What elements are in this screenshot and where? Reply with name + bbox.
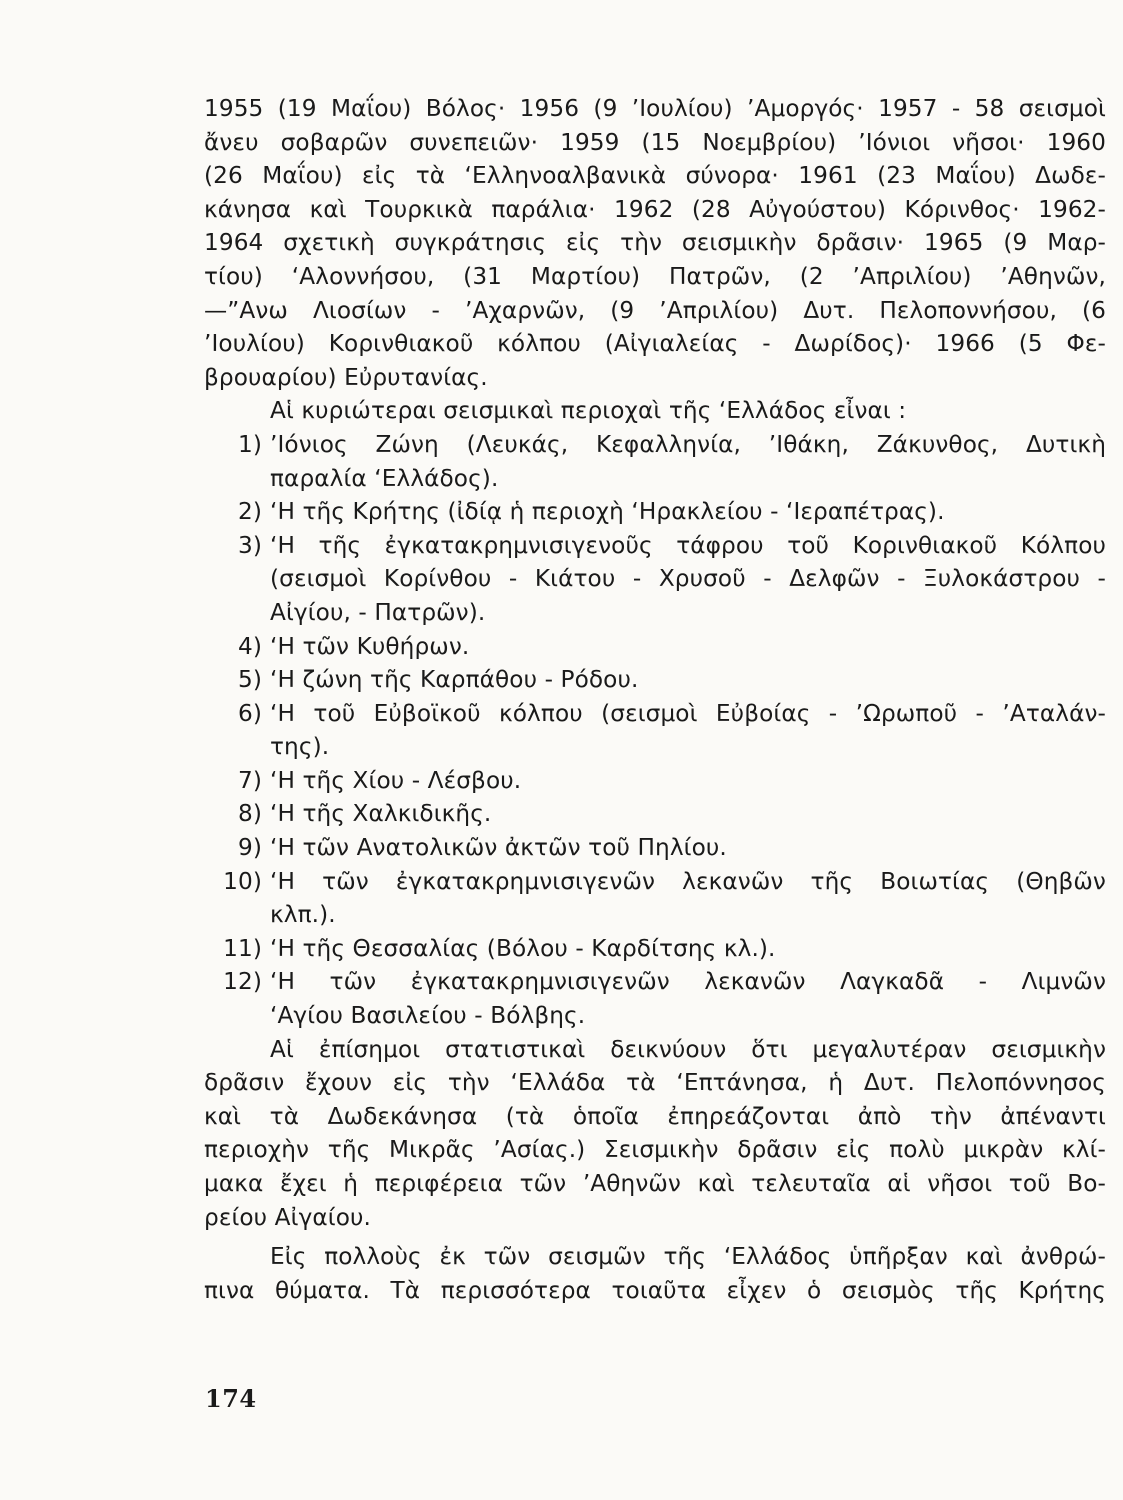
text-line: δρᾶσιν ἔχουν εἰς τὴν ‘Ελλάδα τὰ ‘Επτάνησα, ἡ Δυτ. Πελοπόννησος <box>204 1069 1106 1097</box>
text-line: καὶ τὰ Δωδεκάνησα (τὰ ὁποῖα ἐπηρεάζονται ἀπὸ τὴν ἀπέναντι <box>204 1102 1106 1130</box>
list-text: ‘Η τῆς ἐγκατακρημνισιγενοῦς τάφρου τοῦ Κορινθιακοῦ Κόλπου <box>270 531 1106 559</box>
text-line: μακα ἔχει ἡ περιφέρεια τῶν ’Αθηνῶν καὶ τελευταῖα αἱ νῆσοι τοῦ Βο- <box>204 1170 1106 1197</box>
list-text: ‘Η ζώνη τῆς Καρπάθου - Ρόδου. <box>270 666 639 694</box>
list-text-continuation: ‘Αγίου Βασιλείου - Βόλβης. <box>270 1002 586 1030</box>
seismic-regions-list <box>204 428 1106 1033</box>
list-item <box>204 495 1106 529</box>
text-line: ’Ιουλίου) Κορινθιακοῦ κόλπου (Αἰγιαλείας - Δωρίδος)· 1966 (5 Φε- <box>204 330 1106 358</box>
list-item <box>204 764 1106 798</box>
text-line: βρουαρίου) Εὐρυτανίας. <box>204 363 488 391</box>
list-number: 5) <box>238 666 262 694</box>
list-item <box>204 932 1106 966</box>
list-text: ’Ιόνιος Ζώνη (Λευκάς, Κεφαλληνία, ’Ιθάκη, Ζάκυνθος, Δυτικὴ <box>270 430 1106 458</box>
list-item <box>204 663 1106 697</box>
list-item <box>204 428 1106 462</box>
text-line: 1955 (19 Μαΐου) Βόλος· 1956 (9 ’Ιουλίου) ’Αμοργός· 1957 - 58 σεισμοὶ <box>204 95 1106 122</box>
text-line: Αἱ ἐπίσημοι στατιστικαὶ δεικνύουν ὅτι μεγαλυτέραν σεισμικὴν <box>270 1035 1106 1063</box>
list-text: ‘Η τῶν ἐγκατακρημνισιγενῶν λεκανῶν τῆς Βοιωτίας (Θηβῶν <box>270 867 1106 895</box>
list-text-continuation: παραλία ‘Ελλάδος). <box>270 464 499 492</box>
list-text: ‘Η τοῦ Εὐβοϊκοῦ κόλπου (σεισμοὶ Εὐβοίας - ’Ωρωποῦ - ’Αταλάν- <box>270 699 1106 727</box>
list-number: 6) <box>238 699 262 727</box>
list-item <box>204 529 1106 563</box>
list-number: 8) <box>238 800 262 828</box>
text-line: περιοχὴν τῆς Μικρᾶς ’Ασίας.) Σεισμικὴν δρᾶσιν εἰς πολὺ μικρὰν κλί- <box>204 1136 1106 1164</box>
list-text: ‘Η τῶν Κυθήρων. <box>270 632 470 660</box>
list-text-continuation: (σεισμοὶ Κορίνθου - Κιάτου - Χρυσοῦ - Δελφῶν - Ξυλοκάστρου - <box>270 565 1106 593</box>
list-item <box>204 865 1106 899</box>
text-line: (26 Μαΐου) εἰς τὰ ‘Ελληνοαλβανικὰ σύνορα· 1961 (23 Μαΐου) Δωδε- <box>204 162 1106 190</box>
list-item <box>204 831 1106 865</box>
list-text: ‘Η τῆς Κρήτης (ἰδίᾳ ἡ περιοχὴ ‘Ηρακλείου - ‘Ιεραπέτρας). <box>270 498 945 526</box>
list-text: ‘Η τῶν ἐγκατακρημνισιγενῶν λεκανῶν Λαγκαδᾶ - Λιμνῶν <box>270 968 1106 996</box>
list-item <box>204 697 1106 731</box>
list-item <box>204 630 1106 664</box>
text-line: ἄνευ σοβαρῶν συνεπειῶν· 1959 (15 Νοεμβρίου) ’Ιόνιοι νῆσοι· 1960 <box>204 128 1106 156</box>
list-number: 12) <box>223 968 262 996</box>
list-text-continuation: κλπ.). <box>270 901 336 929</box>
paragraph-official-statistics <box>204 1033 1106 1235</box>
list-number: 9) <box>238 834 262 862</box>
list-item <box>204 797 1106 831</box>
text-line: —”Ανω Λιοσίων - ’Αχαρνῶν, (9 ’Απριλίου) Δυτ. Πελοποννήσου, (6 <box>204 296 1106 324</box>
list-text: ‘Η τῆς Θεσσαλίας (Βόλου - Καρδίτσης κλ.). <box>270 934 776 962</box>
text-line: τίου) ‘Αλοννήσου, (31 Μαρτίου) Πατρῶν, (2 ’Απριλίου) ’Αθηνῶν, <box>204 262 1106 290</box>
list-item <box>204 965 1106 999</box>
text-line: πινα θύματα. Τὰ περισσότερα τοιαῦτα εἶχεν ὁ σεισμὸς τῆς Κρήτης <box>204 1276 1106 1304</box>
list-number: 1) <box>238 430 262 458</box>
regions-intro: Αἱ κυριώτεραι σεισμικαὶ περιοχαὶ τῆς ‘Ελλάδος εἶναι : <box>270 397 907 425</box>
paragraph-earthquake-chronology <box>204 92 1106 394</box>
list-number: 2) <box>238 498 262 526</box>
list-text: ‘Η τῶν Ανατολικῶν ἀκτῶν τοῦ Πηλίου. <box>270 834 727 862</box>
list-number: 10) <box>223 867 262 895</box>
text-line: ρείου Αἰγαίου. <box>204 1203 372 1231</box>
list-number: 3) <box>238 531 262 559</box>
list-number: 4) <box>238 632 262 660</box>
list-text-continuation: Αἰγίου, - Πατρῶν). <box>270 598 486 626</box>
text-line: κάνησα καὶ Τουρκικὰ παράλια· 1962 (28 Αὐγούστου) Κόρινθος· 1962- <box>204 195 1106 223</box>
text-line: 1964 σχετικὴ συγκράτησις εἰς τὴν σεισμικὴν δρᾶσιν· 1965 (9 Μαρ- <box>204 229 1106 257</box>
paragraph-casualties <box>204 1240 1106 1307</box>
page-body <box>204 92 1106 1307</box>
text-line: Εἰς πολλοὺς ἐκ τῶν σεισμῶν τῆς ‘Ελλάδος ὑπῆρξαν καὶ ἀνθρώ- <box>270 1243 1106 1271</box>
list-number: 7) <box>238 766 262 794</box>
list-text: ‘Η τῆς Χίου - Λέσβου. <box>270 766 522 794</box>
page-number: 174 <box>205 1384 257 1413</box>
list-text-continuation: της). <box>270 733 330 761</box>
list-text: ‘Η τῆς Χαλκιδικῆς. <box>270 800 492 828</box>
list-number: 11) <box>223 934 262 962</box>
